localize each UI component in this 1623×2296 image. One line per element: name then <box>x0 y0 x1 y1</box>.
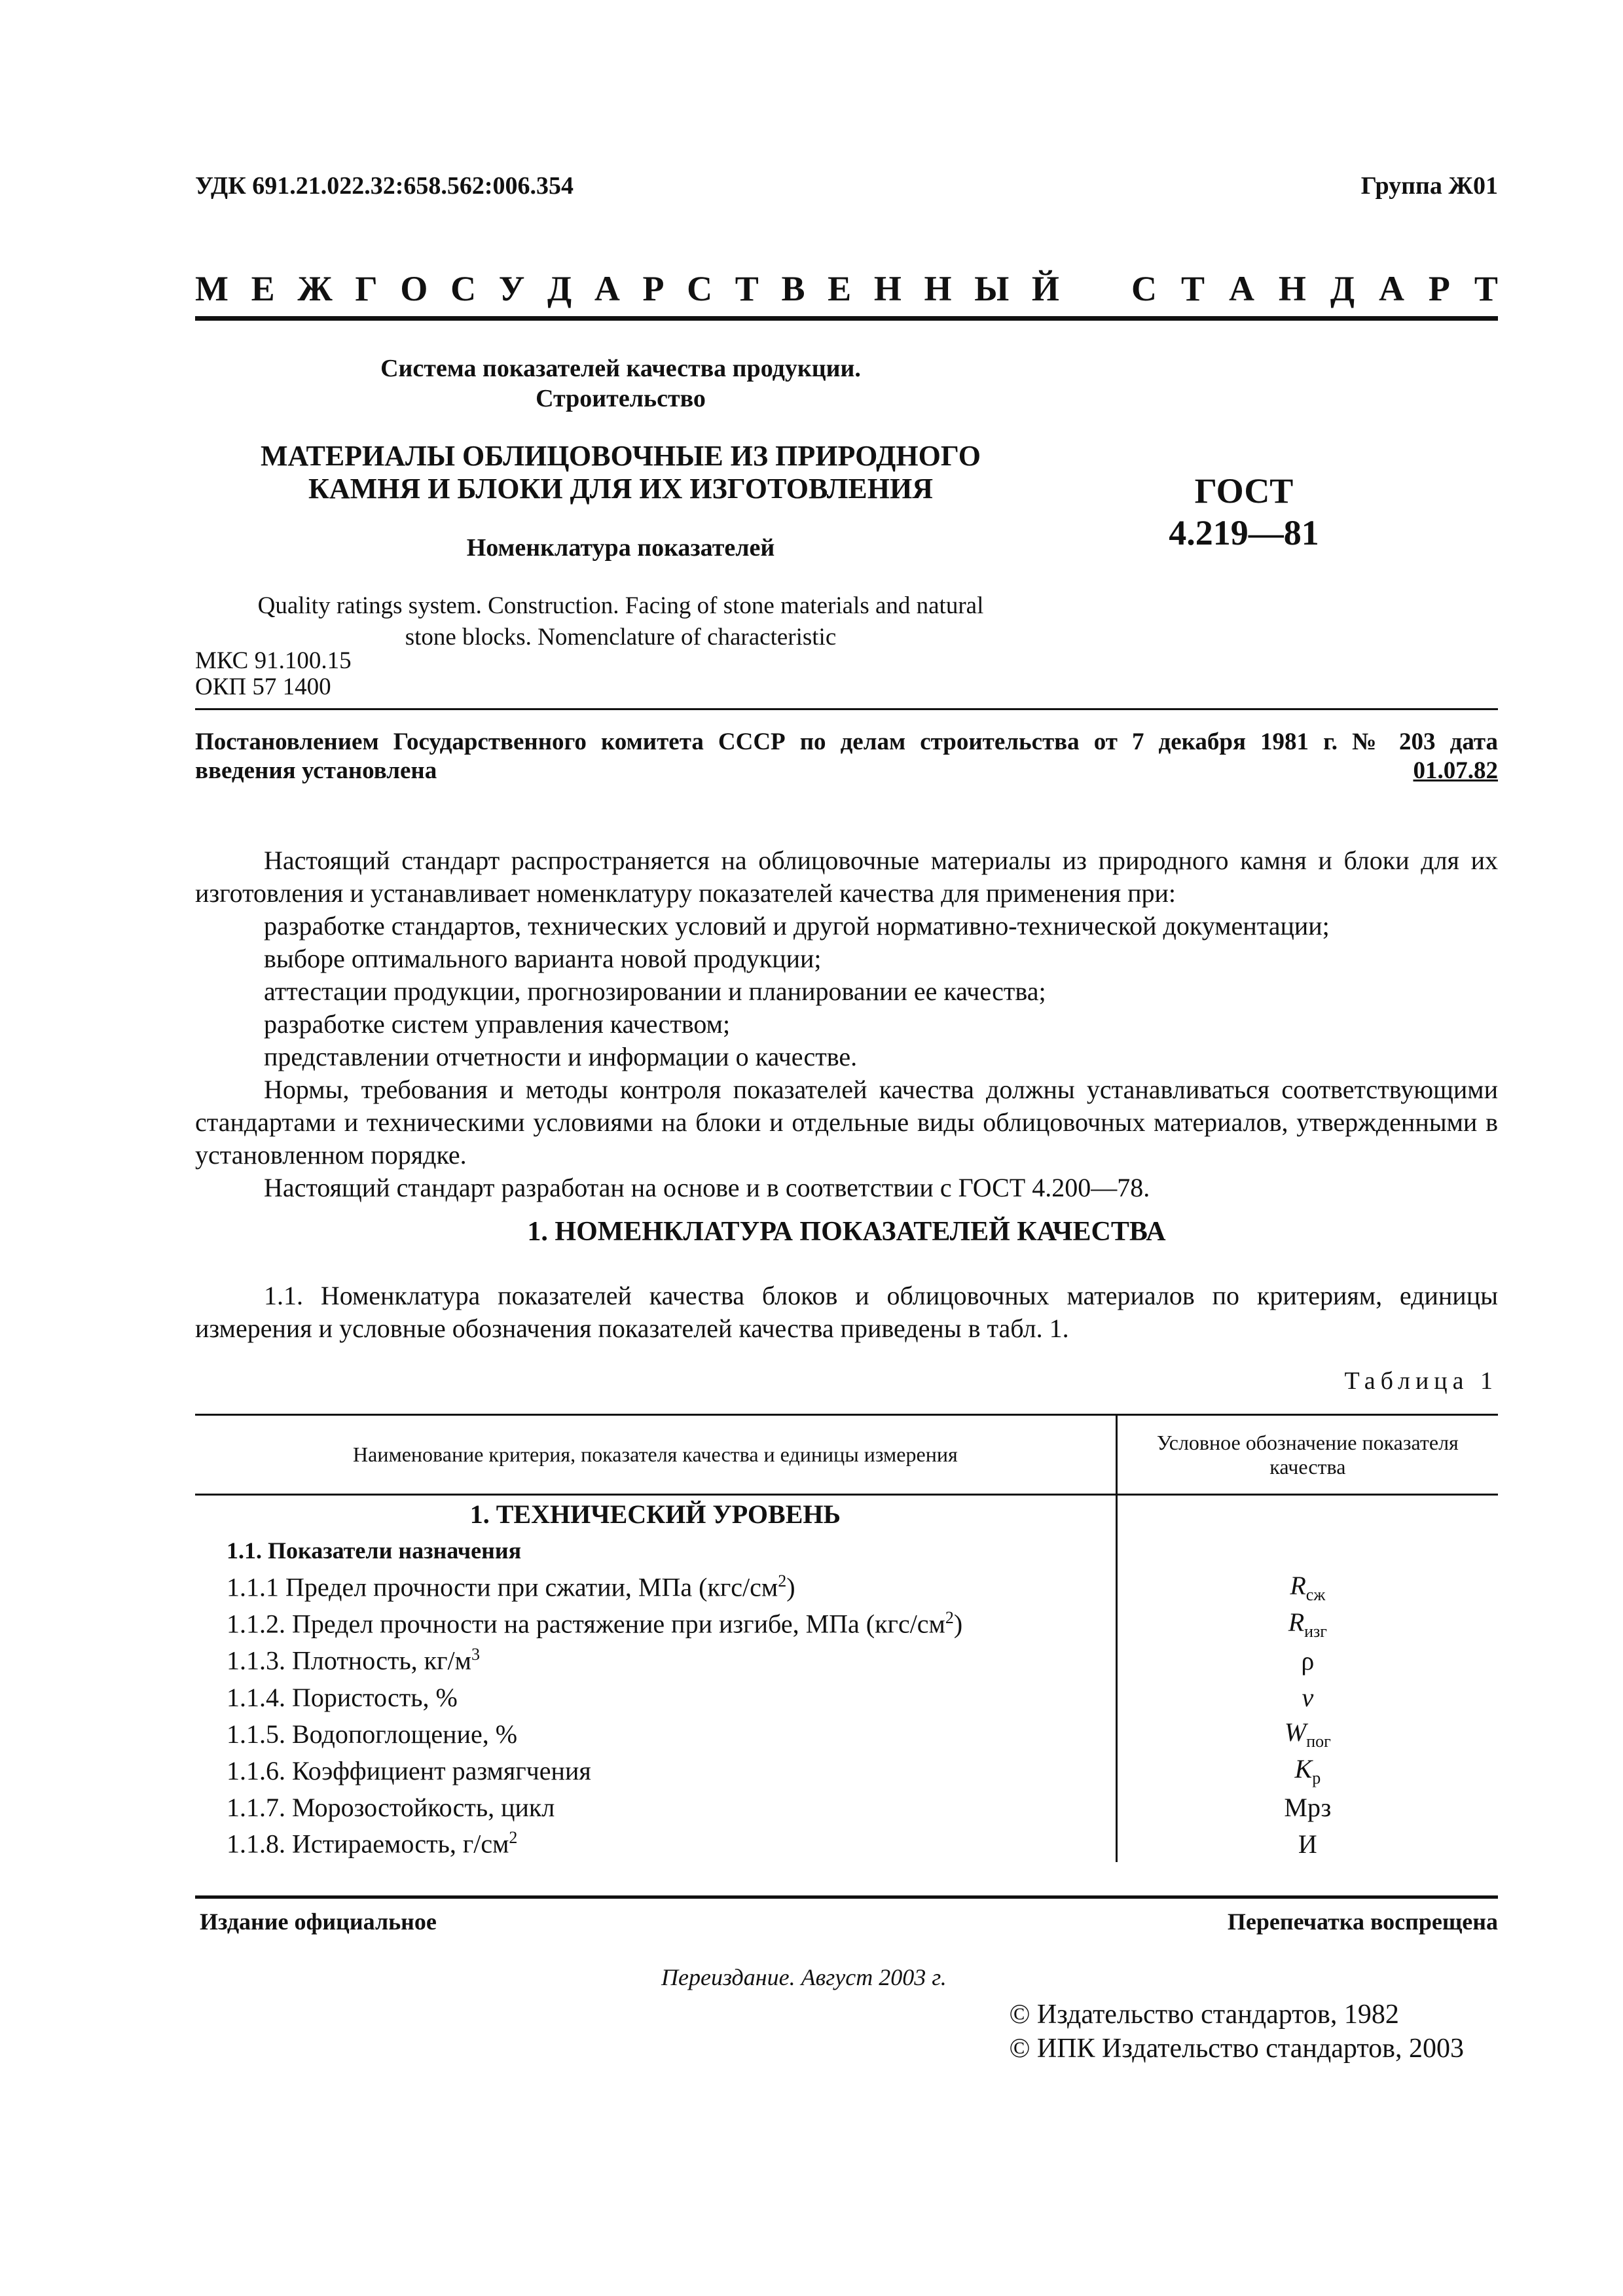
table-row <box>195 1789 1498 1825</box>
standard-banner <box>195 268 1498 309</box>
banner-letter: У <box>498 269 525 308</box>
criterion-text: 1.1.5. Водопоглощение, % <box>227 1719 518 1749</box>
decree-intro-date-label: введения установлена <box>195 757 437 784</box>
banner-letter: Д <box>547 269 572 308</box>
intro-list-item: выборе оптимального варианта новой продукции; <box>264 944 822 973</box>
table-row <box>195 1752 1498 1789</box>
criterion-text: 1.1.4. Пористость, % <box>227 1682 458 1712</box>
banner-letter: Й <box>1031 269 1059 308</box>
banner-letter: Н <box>873 269 902 308</box>
symbol-letter: Мрз <box>1284 1792 1332 1822</box>
section-1-paragraph: 1.1. Номенклатура показателей качества блоков и облицовочных материалов по критериям, единицы измерения и условные обозначения показателей качества приведены в табл. 1. <box>195 1281 1498 1343</box>
symbol-letter: v <box>1302 1682 1314 1712</box>
gost-number: 4.219—81 <box>1169 513 1319 552</box>
table-caption: Таблица 1 <box>1344 1367 1498 1395</box>
subtitle: Номенклатура показателей <box>466 534 775 562</box>
banner-letter: О <box>400 269 428 308</box>
criterion-text: 1.1.1 Предел прочности при сжатии, МПа (кгс/см <box>227 1572 778 1602</box>
table-row <box>195 1605 1498 1642</box>
criterion-text: 1.1.2. Предел прочности на растяжение при изгибе, МПа (кгс/см <box>227 1609 945 1639</box>
english-title <box>195 590 1046 653</box>
main-title-line1: МАТЕРИАЛЫ ОБЛИЦОВОЧНЫЕ ИЗ ПРИРОДНОГО <box>261 440 981 472</box>
symbol-cell <box>1116 1825 1498 1862</box>
english-title-line1: Quality ratings system. Construction. Facing of stone materials and natural <box>257 592 984 619</box>
banner-letter: В <box>781 269 805 308</box>
symbol-letter: R <box>1288 1607 1305 1637</box>
copyright-2003: © ИПК Издательство стандартов, 2003 <box>1009 2034 1464 2064</box>
criterion-cell <box>195 1715 1116 1752</box>
english-title-line2: stone blocks. Nomenclature of characteristic <box>405 624 837 651</box>
symbol-letter: И <box>1298 1829 1317 1859</box>
table-row <box>195 1495 1498 1533</box>
unit-exponent: 2 <box>945 1608 954 1628</box>
symbol-cell <box>1116 1569 1498 1605</box>
banner-rule <box>195 316 1498 321</box>
decree-date: 01.07.82 <box>1413 757 1498 784</box>
symbol-cell <box>1116 1789 1498 1825</box>
table-row <box>195 1715 1498 1752</box>
criterion-tail: ) <box>953 1609 963 1639</box>
banner-letter: Ж <box>297 269 333 308</box>
udk-code: УДК 691.21.022.32:658.562:006.354 <box>195 172 574 200</box>
unit-exponent: 2 <box>778 1571 787 1591</box>
banner-letter: Ы <box>974 269 1010 308</box>
section-1-title: 1. НОМЕНКЛАТУРА ПОКАЗАТЕЛЕЙ КАЧЕСТВА <box>527 1217 1166 1247</box>
intro-list-item: аттестации продукции, прогнозировании и планировании ее качества; <box>264 977 1046 1006</box>
banner-letter: А <box>1228 269 1254 308</box>
banner-letter: Е <box>251 269 275 308</box>
banner-letter: С <box>1131 269 1157 308</box>
header-symbol: Условное обозначение показателя качества <box>1116 1415 1498 1495</box>
decree-line2 <box>195 757 1498 785</box>
table-row <box>195 1679 1498 1715</box>
symbol-cell <box>1116 1605 1498 1642</box>
banner-letter: А <box>1378 269 1404 308</box>
intro-paragraph-1: Настоящий стандарт распространяется на облицовочные материалы из природного камня и блоки для их изготовления и устанавливает номенклатуру показателей качества для применения при: <box>195 846 1498 908</box>
criterion-cell <box>195 1789 1116 1825</box>
reissue-note: Переиздание. Август 2003 г. <box>661 1964 947 1990</box>
banner-letter: Н <box>1278 269 1306 308</box>
banner-letter: Д <box>1330 269 1355 308</box>
symbol-cell <box>1116 1642 1498 1679</box>
intro-paragraph-2: Нормы, требования и методы контроля показателей качества должны устанавливаться соответствующими стандартами и техническими условиями на блоки и отдельные виды облицовочных материалов, утвержденными в установленном порядке. <box>195 1075 1498 1170</box>
main-title-line2: КАМНЯ И БЛОКИ ДЛЯ ИХ ИЗГОТОВЛЕНИЯ <box>308 473 933 505</box>
table-row <box>195 1532 1498 1569</box>
banner-word-standard <box>1131 268 1498 309</box>
reprint-notice: Перепечатка воспрещена <box>1227 1909 1498 1935</box>
symbol-subscript: р <box>1312 1768 1321 1787</box>
banner-letter: Т <box>1474 269 1498 308</box>
copyright-1982: © Издательство стандартов, 1982 <box>1009 2000 1399 2030</box>
subgroup-symbol-empty <box>1116 1532 1498 1569</box>
decree-line1: Постановлением Государственного комитета СССР по делам строительства от 7 декабря 1981 г. № 203 дата <box>195 728 1498 755</box>
classification-codes <box>195 648 352 700</box>
system-title-line1: Система показателей качества продукции. <box>380 355 861 382</box>
banner-word-interstate <box>195 268 1059 309</box>
criterion-cell <box>195 1679 1116 1715</box>
symbol-subscript: изг <box>1304 1621 1327 1641</box>
banner-letter: Т <box>735 269 759 308</box>
banner-letter: Т <box>1180 269 1205 308</box>
main-title <box>195 440 1046 505</box>
quality-table <box>195 1414 1498 1862</box>
group-code: Группа Ж01 <box>1360 172 1498 200</box>
criterion-cell <box>195 1752 1116 1789</box>
banner-letter: С <box>687 269 713 308</box>
banner-letter: А <box>594 269 620 308</box>
intro-section <box>195 844 1498 1204</box>
table-header-row <box>195 1415 1498 1495</box>
banner-letter: Р <box>642 269 665 308</box>
banner-letter: Г <box>355 269 378 308</box>
criterion-text: 1.1.6. Коэффициент размягчения <box>227 1755 591 1785</box>
symbol-letter: K <box>1294 1753 1313 1784</box>
intro-paragraph-3: Настоящий стандарт разработан на основе и в соответствии с ГОСТ 4.200—78. <box>264 1173 1150 1202</box>
banner-letter: С <box>450 269 477 308</box>
footer-rule <box>195 1895 1498 1899</box>
symbol-letter: ρ <box>1301 1645 1315 1676</box>
criterion-text: 1.1.3. Плотность, кг/м <box>227 1645 471 1676</box>
intro-list-item: разработке стандартов, технических условий и другой нормативно-технической документации; <box>264 911 1330 941</box>
copyright-block <box>1009 1998 1464 2066</box>
unit-exponent: 3 <box>471 1645 480 1664</box>
mks-code: МКС 91.100.15 <box>195 647 352 674</box>
symbol-subscript: сж <box>1305 1585 1326 1604</box>
intro-list-item: представлении отчетности и информации о качестве. <box>264 1042 858 1071</box>
official-edition: Издание официальное <box>200 1909 437 1935</box>
header-criterion: Наименование критерия, показателя качества и единицы измерения <box>353 1443 958 1466</box>
okp-code: ОКП 57 1400 <box>195 673 331 700</box>
table-row <box>195 1569 1498 1605</box>
banner-letter: Н <box>924 269 952 308</box>
system-title-line2: Строительство <box>536 385 706 412</box>
title-rule <box>195 708 1498 710</box>
table-row <box>195 1825 1498 1862</box>
decree-block <box>195 728 1498 785</box>
gost-designation <box>1106 470 1381 554</box>
criterion-cell <box>195 1605 1116 1642</box>
symbol-cell <box>1116 1715 1498 1752</box>
criterion-text: 1.1.7. Морозостойкость, цикл <box>227 1792 555 1822</box>
subgroup-title: 1.1. Показатели назначения <box>227 1537 522 1564</box>
gost-label: ГОСТ <box>1194 471 1294 511</box>
intro-list <box>195 910 1498 1073</box>
criterion-cell <box>195 1825 1116 1862</box>
symbol-letter: W <box>1284 1717 1307 1747</box>
intro-list-item: разработке систем управления качеством; <box>264 1009 731 1039</box>
criterion-cell <box>195 1569 1116 1605</box>
banner-letter: Е <box>828 269 852 308</box>
system-title <box>195 353 1046 414</box>
banner-letter: Р <box>1428 269 1450 308</box>
group-symbol-empty <box>1116 1495 1498 1533</box>
symbol-letter: R <box>1290 1570 1306 1600</box>
banner-letter: М <box>195 269 228 308</box>
criterion-tail: ) <box>786 1572 795 1602</box>
criterion-text: 1.1.8. Истираемость, г/см <box>227 1829 509 1859</box>
unit-exponent: 2 <box>509 1828 518 1848</box>
table-row <box>195 1642 1498 1679</box>
symbol-subscript: пог <box>1306 1731 1331 1751</box>
symbol-cell <box>1116 1752 1498 1789</box>
group-title: 1. ТЕХНИЧЕСКИЙ УРОВЕНЬ <box>469 1499 841 1529</box>
criterion-cell <box>195 1642 1116 1679</box>
symbol-cell <box>1116 1679 1498 1715</box>
